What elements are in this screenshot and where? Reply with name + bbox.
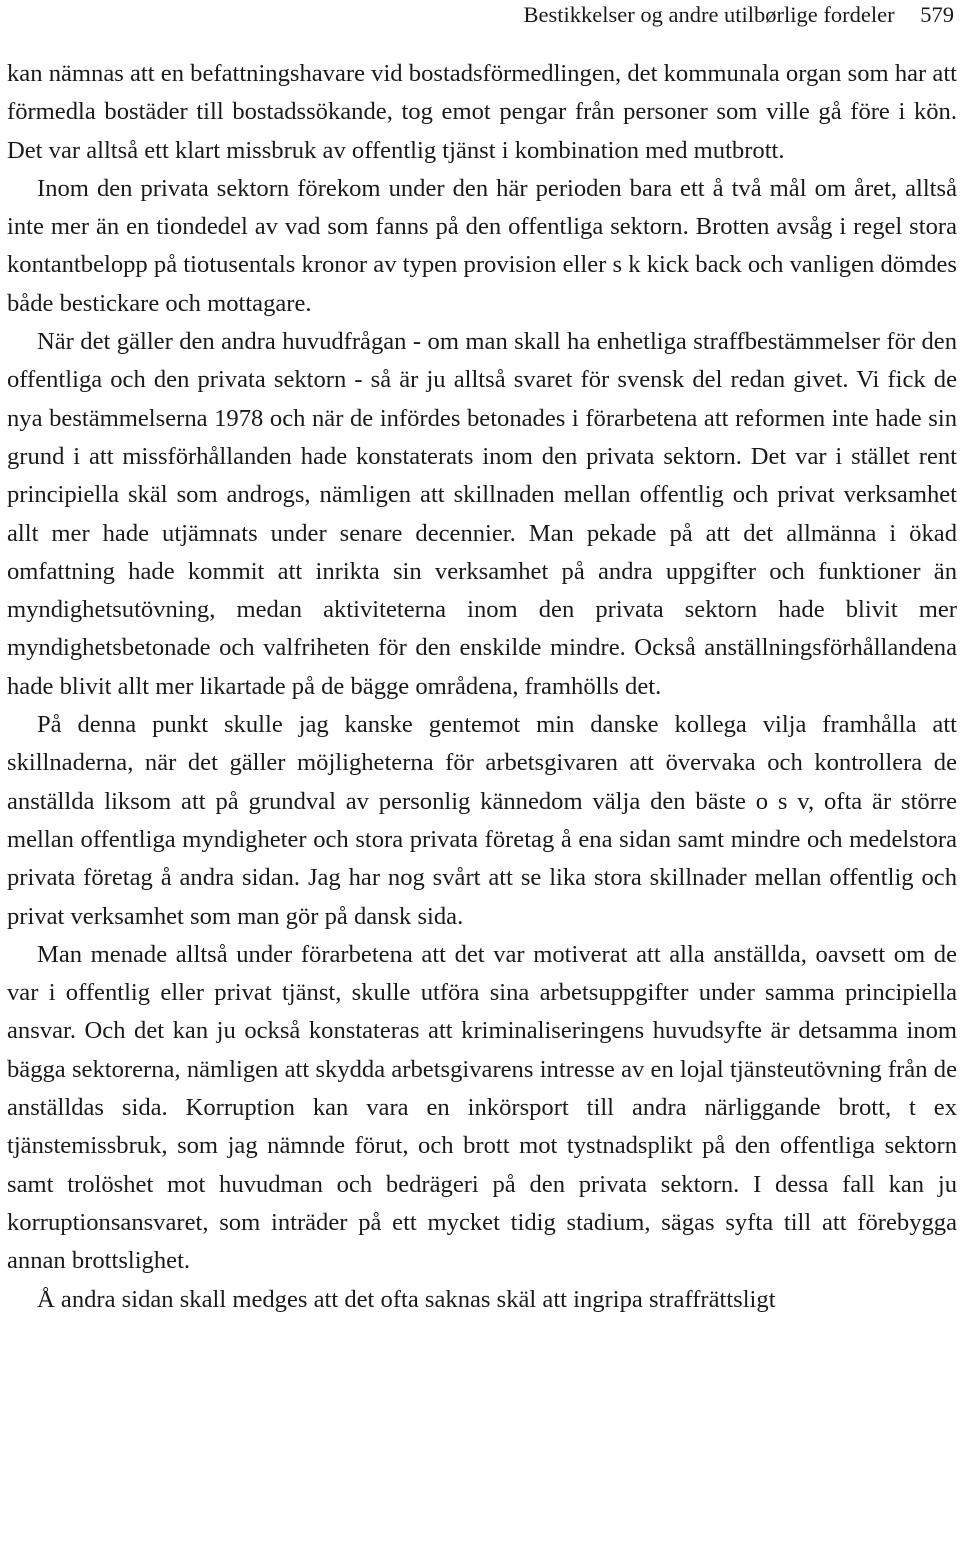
- paragraph: På denna punkt skulle jag kanske gentemot min danske kollega vilja framhålla att skillnaderna, när det gäller möjligheterna för arbetsgivaren att övervaka och kontrollera de anställda liksom att på grundval av personlig kännedom välja den bäste o s v, ofta är större mellan offentliga myndigheter och stora privata företag å ena sidan samt mindre och medelstora privata företag å andra sidan. Jag har nog svårt att se lika stora skillnader mellan offentlig och privat verksamhet som man gör på dansk sida.: [7, 711, 957, 930]
- paragraph: Å andra sidan skall medges att det ofta saknas skäl att ingripa straffrättsligt: [37, 1285, 776, 1313]
- page-number: 579: [920, 2, 954, 27]
- paragraph: kan nämnas att en befattningshavare vid bostadsförmedlingen, det kommunala organ som har att förmedla bostäder till bostadssökande, tog emot pengar från personer som ville gå före i kön. Det var alltså ett klart missbruk av offentlig tjänst i kombination med mutbrott.: [7, 60, 957, 164]
- running-header: [0, 0, 960, 34]
- paragraph: När det gäller den andra huvudfrågan - om man skall ha enhetliga straffbestämmelser för den offentliga och den privata sektorn - så är ju alltså svaret för svensk del redan givet. Vi fick de nya bestämmelserna 1978 och när de infördes betonades i förarbetena att reformen inte hade sin grund i att missförhållanden hade konstaterats inom den privata sektorn. Det var i stället rent principiella skäl som androgs, nämligen att skillnaden mellan offentlig och privat verksamhet allt mer hade utjämnats under senare decennier. Man pekade på att det allmänna i ökad omfattning hade kommit att inrikta sin verksamhet på andra uppgifter och funktioner än myndighetsutövning, medan aktiviteterna inom den privata sektorn hade blivit mer myndighetsbetonade och valfriheten för den enskilde mindre. Också anställningsförhållandena hade blivit allt mer likartade på de bägge områdena, framhölls det.: [7, 328, 957, 700]
- paragraph: Man menade alltså under förarbetena att det var motiverat att alla anställda, oavsett om de var i offentlig eller privat tjänst, skulle utföra sina arbetsuppgifter under samma principiella ansvar. Och det kan ju också konstateras att kriminaliseringens huvudsyfte är detsamma inom bägga sektorerna, nämligen att skydda arbetsgivarens intresse av en lojal tjänsteutövning från de anställdas sida. Korruption kan vara en inkörsport till andra närliggande brott, t ex tjänstemissbruk, som jag nämnde förut, och brott mot tystnadsplikt på den offentliga sektorn samt trolöshet mot huvudman och bedrägeri på den privata sektorn. I dessa fall kan ju korruptionsansvaret, som inträder på ett mycket tidig stadium, sägas syfta till att förebygga annan brottslighet.: [7, 940, 957, 1275]
- paragraph: Inom den privata sektorn förekom under den här perioden bara ett å två mål om året, alltså inte mer än en tiondedel av vad som fanns på den offentliga sektorn. Brotten avsåg i regel stora kontantbelopp på tiotusentals kronor av typen provision eller s k kick back och vanligen dömdes både bestickare och mottagare.: [7, 174, 957, 317]
- running-title: Bestikkelser og andre utilbørlige fordeler: [523, 2, 895, 27]
- body-text: [7, 55, 957, 1319]
